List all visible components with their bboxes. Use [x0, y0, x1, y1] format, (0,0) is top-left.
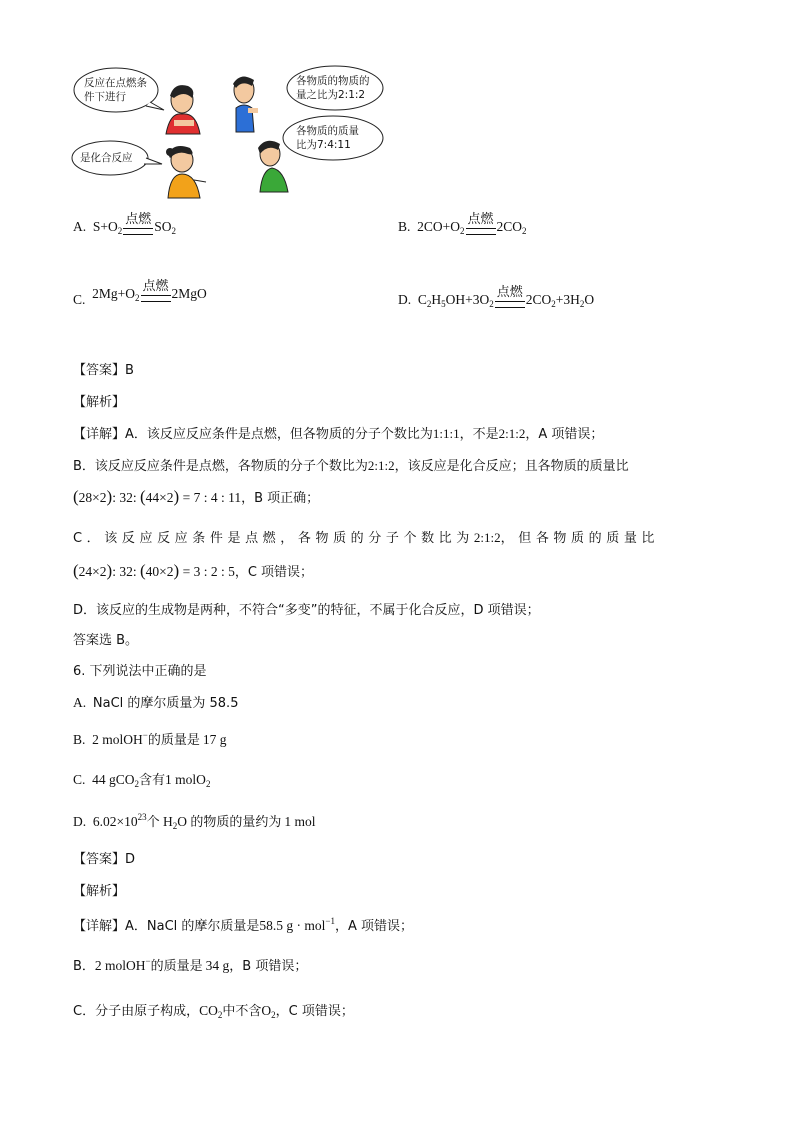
analysis-5-line-a — [73, 423, 603, 442]
analysis-5-line-c-calc — [73, 561, 313, 581]
option-label: A. — [73, 219, 87, 234]
number: 6.02×10 — [92, 814, 138, 829]
answer-6 — [73, 848, 135, 867]
answer-value: B — [125, 363, 134, 378]
ratio: 1:1:1 — [432, 426, 460, 441]
q5-option-d — [398, 285, 594, 308]
line-text: ，该反应是化合反应；且各物质的质量比 — [394, 459, 629, 474]
equation-b: $2CO+O_2$ 点燃 $2CO_2$ — [417, 212, 527, 236]
student-figure-1 — [166, 85, 200, 134]
line-text: C．分子由原子构成， — [73, 1004, 200, 1019]
formula: 2 molOH — [94, 958, 146, 973]
condition-label: 点燃 — [496, 285, 523, 300]
exponent: 23 — [137, 812, 147, 822]
q6-option-c: C. 44 gCO$_2$含有1 molO$_2$ — [73, 772, 211, 789]
condition-label: 点燃 — [125, 212, 152, 227]
option-label: C. — [73, 292, 86, 307]
answer-value: D — [125, 852, 136, 867]
cartoon-illustration — [70, 62, 390, 202]
line-text: ，A 项错误； — [334, 919, 414, 934]
ratio: 2:1:2 — [367, 458, 395, 473]
option-label: C. — [73, 772, 86, 787]
detail-tag: 【详解】 — [73, 427, 126, 442]
q5-option-c — [73, 279, 207, 307]
option-text: NaCl 的摩尔质量为 58.5 — [92, 696, 239, 711]
value: 1 molO — [165, 772, 206, 787]
ratio: 2:1:2 — [498, 426, 526, 441]
line-text: ，但各物质的质量比 — [500, 531, 660, 546]
bubble-2-text: 各物质的物质的量之比为2:1:2 — [296, 75, 370, 101]
analysis-6-line-c: C．分子由原子构成，$CO_2$中不含$O_2$，C 项错误； — [73, 1003, 354, 1020]
answer-5 — [73, 359, 134, 378]
bubble-3-text: 各物质的质量比为7:4:11 — [296, 125, 359, 151]
line-text: ，C 项错误； — [275, 1004, 354, 1019]
formula: 44 gCO — [92, 772, 135, 787]
analysis-5-line-b-calc — [73, 487, 319, 507]
option-label: A. — [73, 695, 87, 710]
line-text: A．该反应反应条件是点燃，但各物质的分子个数比为 — [125, 427, 433, 442]
option-text: 的质量是 — [147, 733, 200, 748]
line-text: 中不含 — [222, 1004, 262, 1019]
value: 17 g — [202, 732, 227, 747]
q5-option-b — [398, 212, 527, 235]
option-label: B. — [398, 219, 411, 234]
mass-ratio-formula-c: (24×2): 32: (40×2) = 3 : 2 : 5 — [73, 561, 235, 580]
option-label: D. — [73, 814, 87, 829]
bubble-1-text: 反应在点燃条件下进行 — [84, 77, 147, 103]
line-text: 的质量是 — [150, 959, 203, 974]
line-text: ，B 项正确； — [241, 491, 320, 506]
line-text: 【详解】A．NaCl 的摩尔质量是 — [73, 919, 260, 934]
student-figure-2 — [233, 77, 258, 132]
option-text: 个 — [146, 815, 160, 830]
line-text: ，C 项错误； — [234, 565, 314, 580]
line-text: B． — [73, 959, 95, 974]
condition-label: 点燃 — [467, 212, 494, 227]
equation-a: $S+O_2$ 点燃 $SO_2$ — [92, 212, 177, 236]
analysis-5-line-d: D．该反应的生成物是两种，不符合“多变”的特征，不属于化合反应，D 项错误； — [73, 603, 540, 618]
option-label: D. — [398, 292, 412, 307]
analysis-6-line-b: B．2 molOH−的质量是 34 g，B 项错误； — [73, 956, 308, 974]
student-figure-3 — [166, 146, 206, 198]
condition-label: 点燃 — [142, 279, 169, 294]
mass-ratio-formula-b: (28×2): 32: (44×2) = 7 : 4 : 11 — [73, 487, 242, 506]
bubble-4-text: 是化合反应 — [80, 152, 133, 164]
analysis-5-line-b — [73, 455, 629, 474]
answer-tag: 【答案】 — [73, 852, 126, 867]
line-text: ，不是 — [459, 427, 499, 442]
answer-tag: 【答案】 — [73, 363, 126, 378]
option-text: 的物质的量约为 — [190, 815, 282, 830]
equation-c: $2Mg+O_2$ 点燃 2MgO — [92, 279, 207, 303]
value: 34 g — [205, 958, 230, 973]
answer-5-final: 答案选 B。 — [73, 633, 139, 648]
analysis-6-line-a: 【详解】A．NaCl 的摩尔质量是58.5 g · mol$^{-1}$，A 项错误； — [73, 916, 414, 934]
option-label: B. — [73, 732, 86, 747]
equation-d: $C_2H_5OH+3O_2$ 点燃 $2CO_2+3H_2O$ — [417, 285, 595, 309]
line-text: B．该反应反应条件是点燃，各物质的分子个数比为 — [73, 459, 368, 474]
q6-option-d: D. $6.02\times 10^{23}$个 $H_2O$ 的物质的量约为 1 mol — [73, 812, 316, 831]
formula: 2 molOH — [92, 732, 143, 747]
value: 1 mol — [284, 814, 316, 829]
q6-option-b: B. 2 molOH−的质量是 17 g — [73, 730, 227, 748]
q6-option-a — [73, 692, 238, 711]
analysis-5-line-c — [73, 527, 659, 546]
analysis-6-tag: 【解析】 — [73, 884, 126, 899]
q5-option-a — [73, 212, 176, 235]
line-text: ，B 项错误； — [229, 959, 308, 974]
analysis-5-tag: 【解析】 — [73, 395, 126, 410]
option-text: 含有 — [139, 773, 166, 788]
line-text: ，A 项错误； — [525, 427, 604, 442]
line-text: C．该反应反应条件是点燃，各物质的分子个数比为 — [73, 531, 474, 546]
value: 58.5 g · mol — [259, 918, 326, 933]
student-figure-4 — [258, 141, 288, 192]
q6-stem: 6. 下列说法中正确的是 — [73, 664, 207, 679]
ratio: 2:1:2 — [473, 530, 501, 545]
